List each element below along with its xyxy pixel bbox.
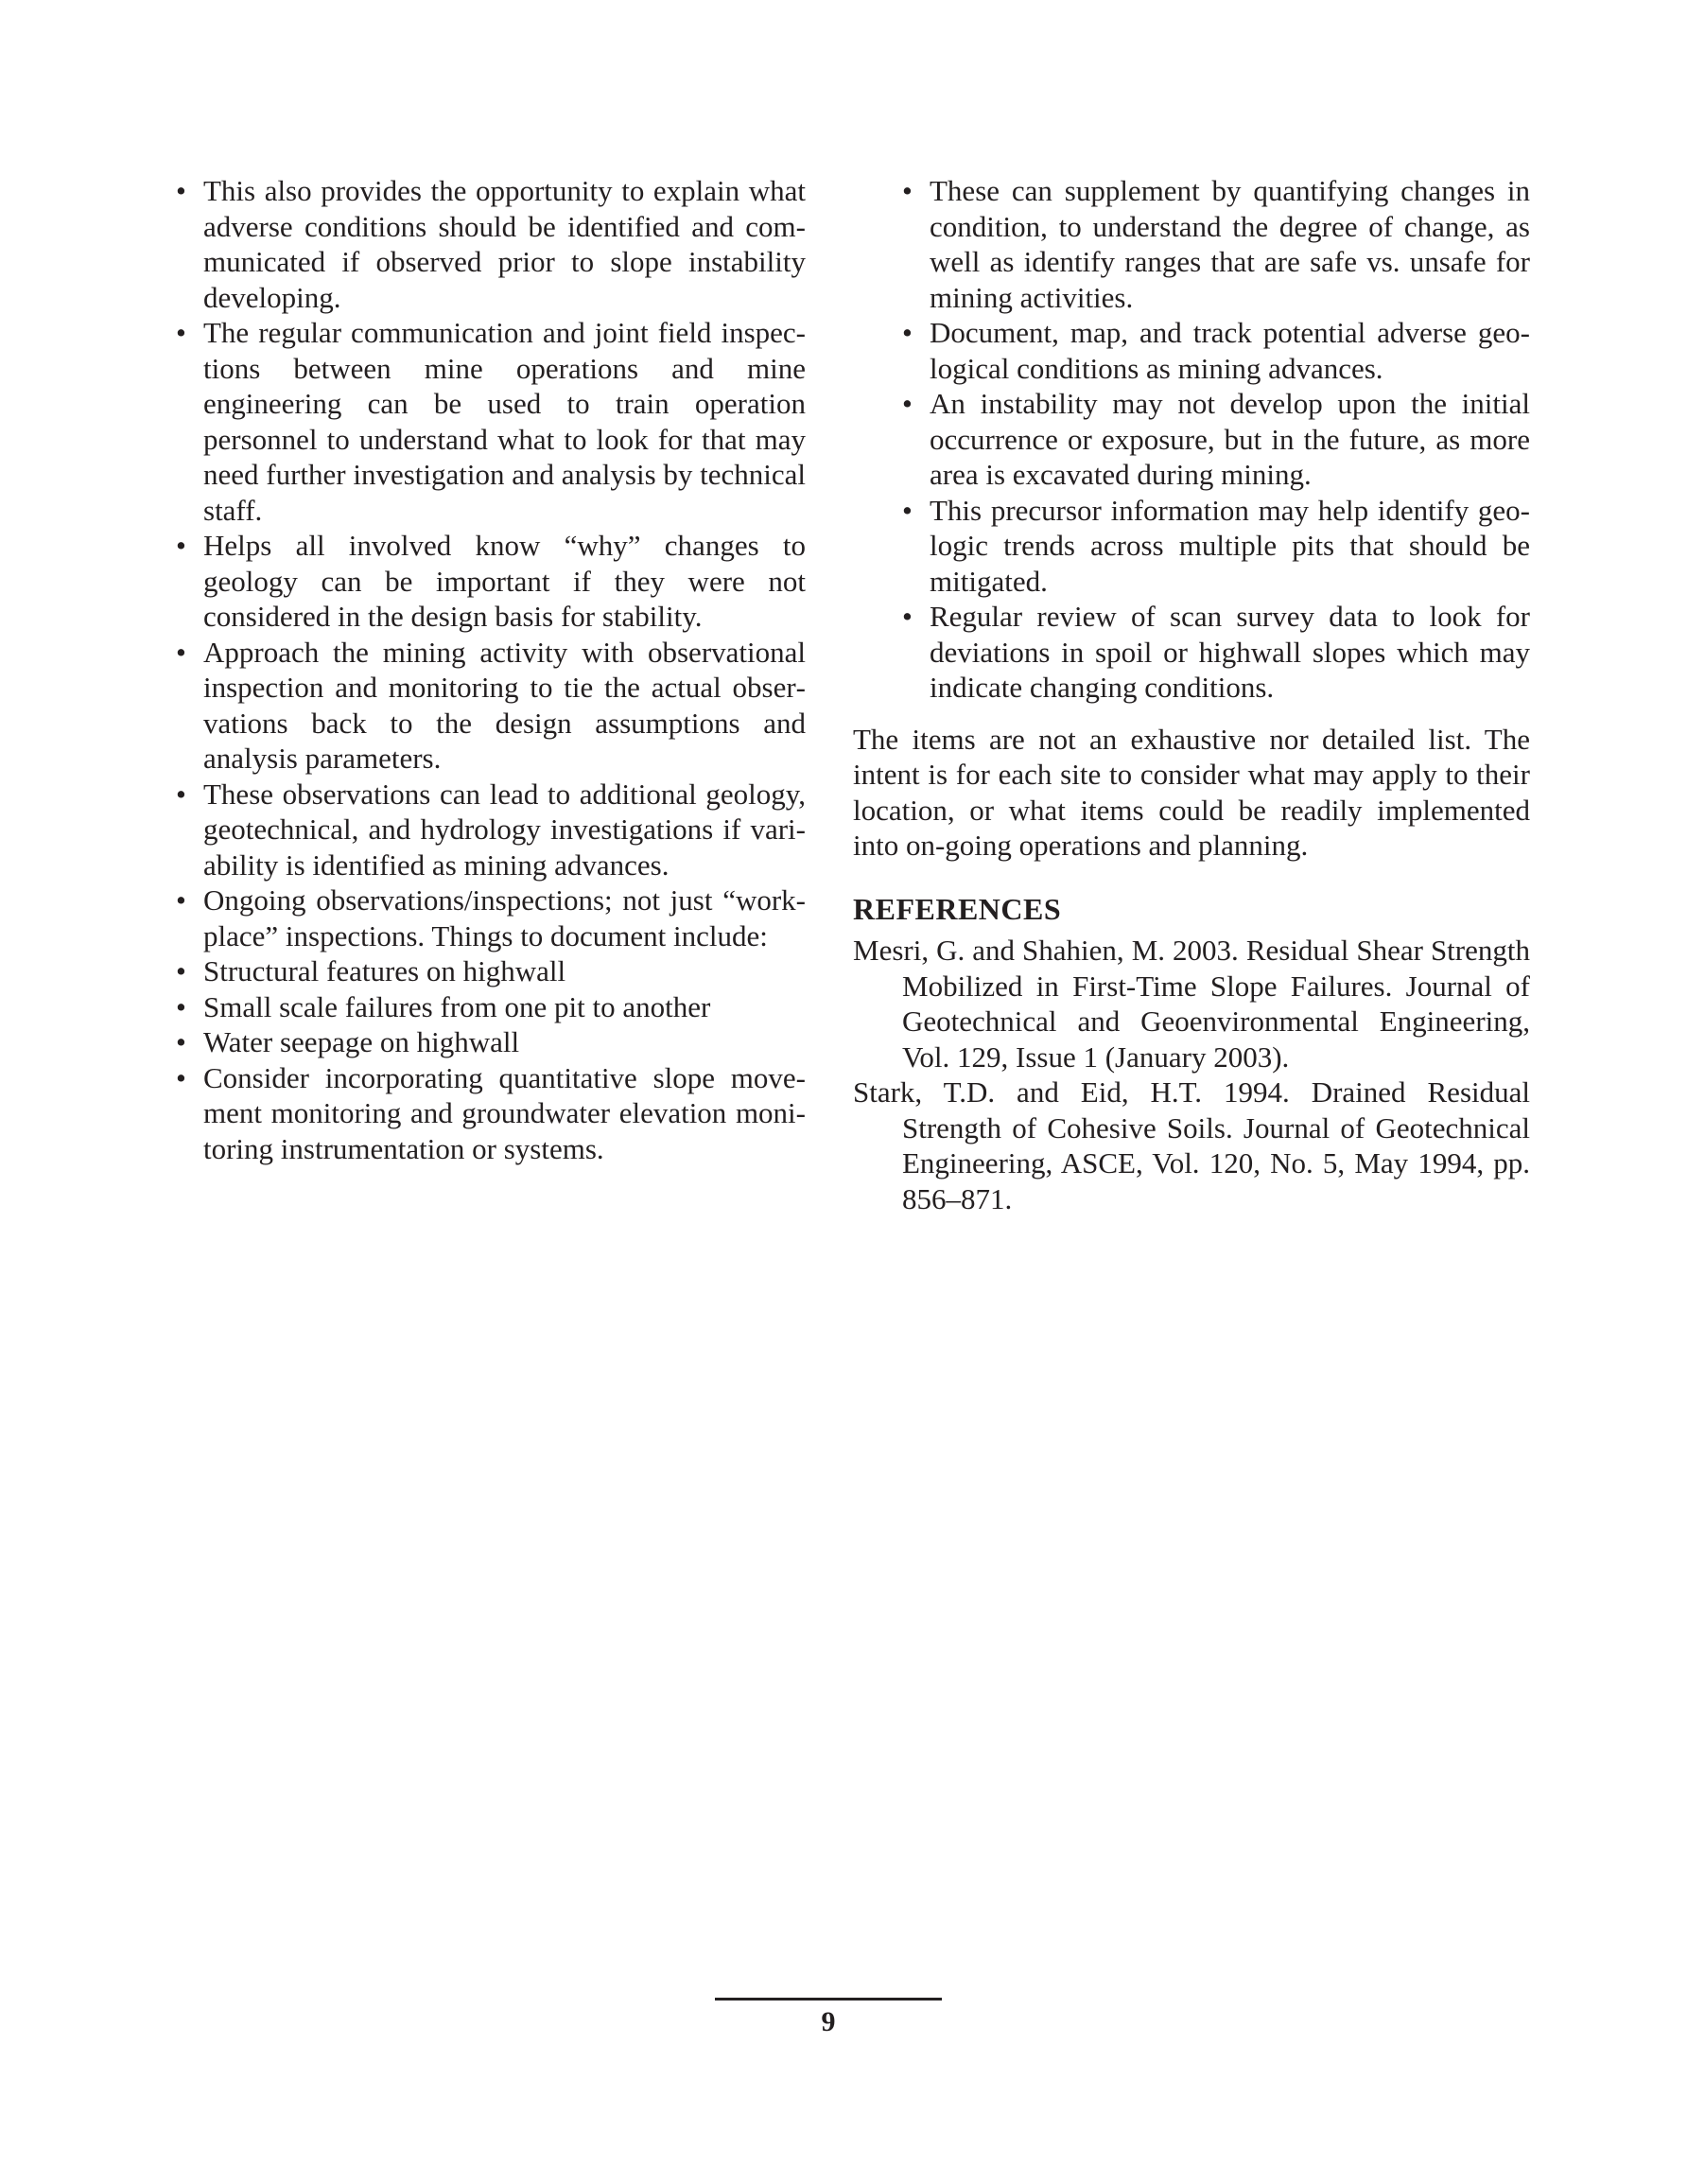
summary-paragraph: The items are not an exhaustive nor detailed list. The intent is for each site to consider what may apply to their location, or what items could be readily implemented into on-going operations and planning.: [853, 722, 1530, 862]
list-item: • Helps all involved know “why” changes to geology can be important if they were not considered in the design basis for stability.: [176, 528, 806, 635]
list-item: • These can supplement by quantifying changes in condition, to understand the degree of change, as well as identify ranges that are safe vs. unsafe for mining activities.: [902, 173, 1530, 315]
list-item: • Structural features on highwall: [176, 953, 806, 989]
list-item: • This precursor information may help identify geologic trends across multiple pits that should be mitigated.: [902, 493, 1530, 600]
list-item: • Consider incorporating quantitative slope movement monitoring and groundwater elevation monitoring instrumentation or systems.: [176, 1060, 806, 1167]
right-bullet-list: [902, 173, 1530, 706]
page-number: 9: [821, 2006, 836, 2037]
list-item: • These observations can lead to additional geology, geotechnical, and hydrology investigations if variability is identified as mining advances.: [176, 777, 806, 883]
list-item: • Ongoing observations/inspections; not just “workplace” inspections. Things to document include:: [176, 882, 806, 953]
right-column: [853, 173, 1530, 1216]
list-item: • Water seepage on highwall: [176, 1024, 806, 1060]
list-item: • This also provides the opportunity to explain what adverse conditions should be identified and communicated if observed prior to slope instability developing.: [176, 173, 806, 315]
footer-rule: [715, 1998, 942, 2001]
references-heading: REFERENCES: [853, 891, 1062, 926]
left-column: [176, 173, 806, 1166]
list-item: • Regular review of scan survey data to look for deviations in spoil or highwall slopes which may indicate changing conditions.: [902, 599, 1530, 706]
reference-entry: Stark, T.D. and Eid, H.T. 1994. Drained Residual Strength of Cohesive Soils. Journal of Geotechnical Engineering, ASCE, Vol. 120, No. 5, May 1994, pp. 856–871.: [853, 1075, 1530, 1215]
list-item: • An instability may not develop upon the initial occurrence or exposure, but in the future, as more area is excavated during mining.: [902, 386, 1530, 493]
list-item: • The regular communication and joint field inspections between mine operations and mine engineering can be used to train operation personnel to understand what to look for that may need further investigation and analysis by technical staff.: [176, 315, 806, 528]
list-item: • Small scale failures from one pit to another: [176, 989, 806, 1025]
left-bullet-list: [176, 173, 806, 1166]
list-item: • Document, map, and track potential adverse geological conditions as mining advances.: [902, 315, 1530, 386]
reference-entry: Mesri, G. and Shahien, M. 2003. Residual Shear Strength Mobilized in First-Time Slope Failures. Journal of Geotechnical and Geoenvironmental Engineering, Vol. 129, Issue 1 (January 2003).: [853, 934, 1530, 1074]
list-item: • Approach the mining activity with observational inspection and monitoring to tie the actual observations back to the design assumptions and analysis parameters.: [176, 635, 806, 777]
